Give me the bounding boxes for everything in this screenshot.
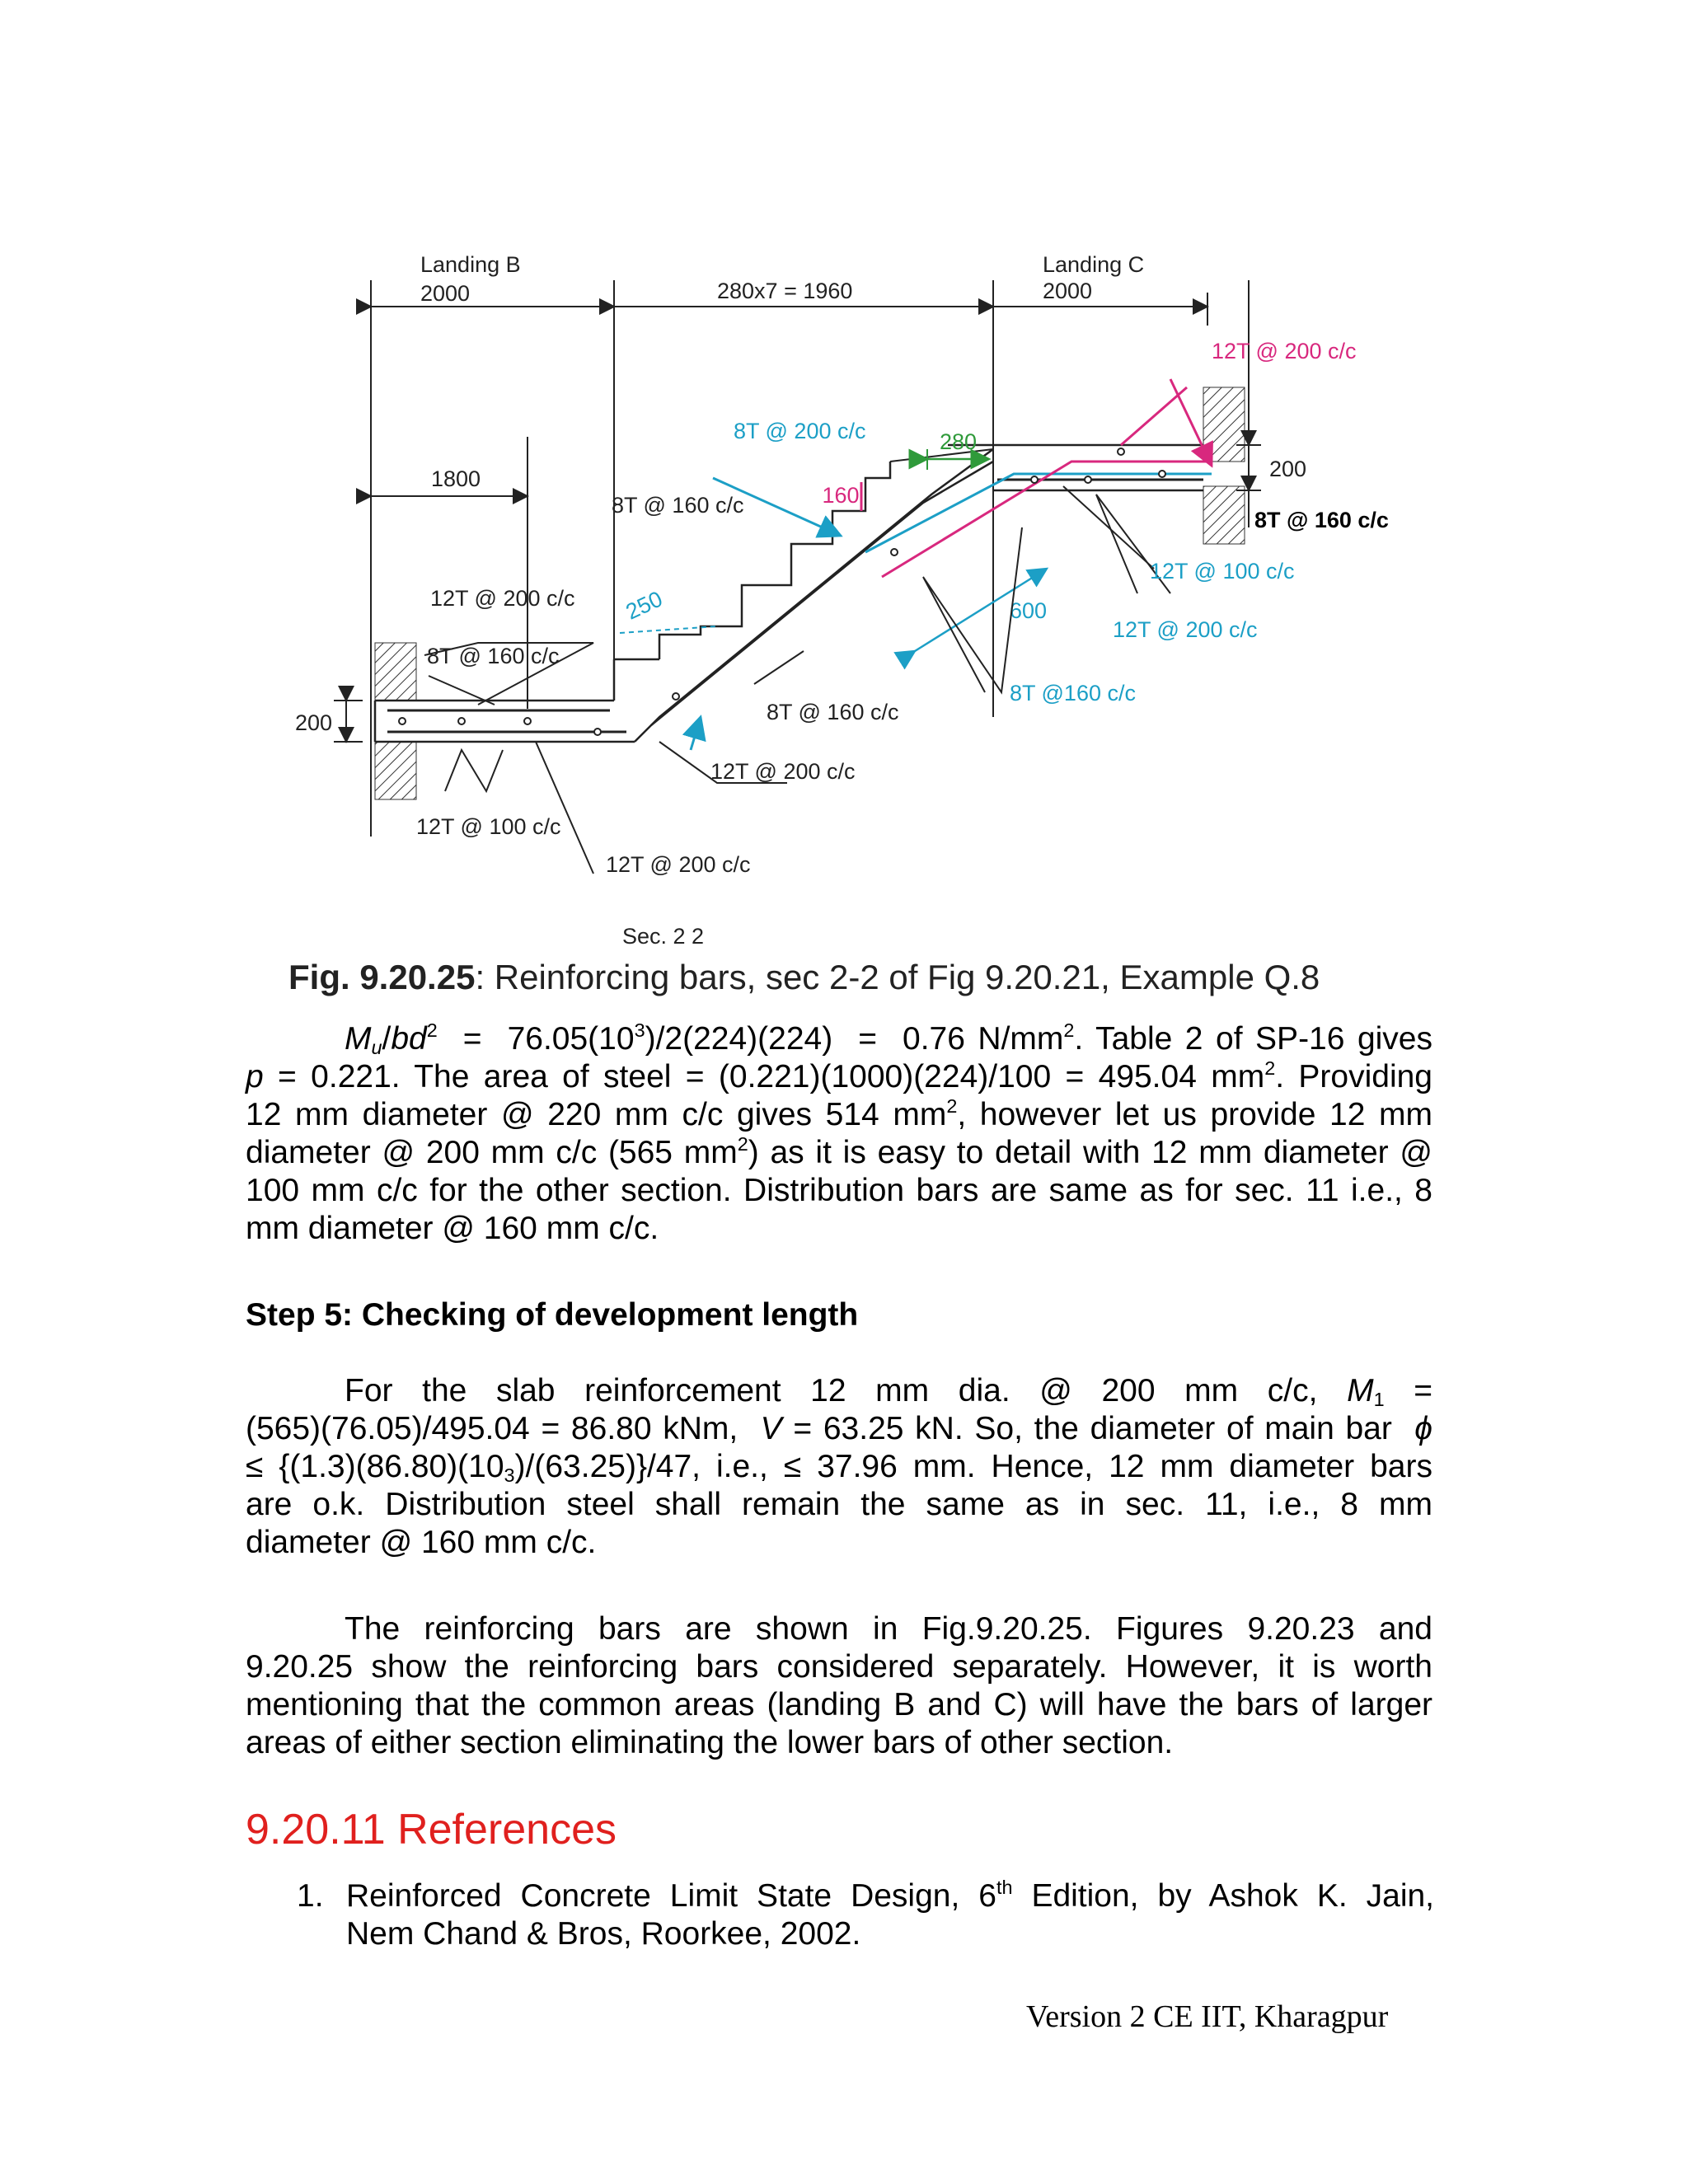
bar-8t160-left-label: 8T @ 160 c/c [427, 644, 560, 668]
reference-number: 1. [297, 1878, 324, 1914]
section-label: Sec. 2 2 [622, 924, 705, 949]
dim-160 [822, 482, 861, 511]
bar-12t200-right-label: 12T @ 200 c/c [1113, 617, 1258, 642]
bar-8t160-top-label: 8T @ 160 c/c [612, 493, 744, 518]
paragraph-steel-area: $M_u/bd^2 = 76.05(10^3)/2(224)(224) = 0.76$ $N/mm^2$. Table 2 of SP-16 gives p = 0.221. The area of steel = (0.221)(1000)(224)/100 = 495.04 $mm^2$. Providing 12 mm diameter @ 220 mm c/c gives 514 $mm^2$, however let us provide 12 mm diameter @ 200 mm c/c (565 $mm^2$) as it is easy to detail with 12 mm diameter @ 100 mm c/c for the other section. Distribution bars are same as for sec. 11 i.e., 8 mm diameter @ 160 mm c/c. [246, 1019, 1433, 1246]
paragraph-development-length: For the slab reinforcement 12 mm dia. @ 200 mm c/c, $M_1$ = (565)(76.05)/495.04 = 86.80 kNm, V = 63.25 kN. So, the diameter of main bar ϕ ≤ $\{(1.3)(86.80)(10_3)/(63.25)\}/47$, i.e., ≤ 37.96 mm. Hence, 12 mm diameter bars are o.k. Distribution steel shall remain the same as in sec. 11, i.e., 8 mm diameter @ 160 mm c/c. [246, 1373, 1432, 1560]
dim-200-left-label: 200 [295, 710, 333, 735]
landing-c-label: Landing C [1043, 252, 1145, 277]
step-5-heading: Step 5: Checking of development length [246, 1297, 859, 1333]
reference-line2: Nem Chand & Bros, Roorkee, 2002. [346, 1916, 861, 1952]
bar-8t160-mid-label: 8T @ 160 c/c [767, 700, 899, 724]
bar-12t100-left-label: 12T @ 100 c/c [416, 814, 561, 839]
bar-8t200-label: 8T @ 200 c/c [734, 419, 866, 443]
dim-280 [927, 429, 989, 470]
dim-160-label: 160 [822, 483, 860, 508]
references-heading: 9.20.11 References [246, 1806, 617, 1854]
dim-250-line [620, 626, 717, 633]
reference-line1-b: Edition, by Ashok K. Jain, [1012, 1878, 1435, 1914]
landing-c-length: 2000 [1043, 279, 1093, 303]
landing-b-label: Landing B [420, 252, 521, 277]
landing-b-length: 2000 [420, 281, 471, 306]
landing-c-slab [948, 445, 1203, 490]
dim-1800-label: 1800 [431, 466, 481, 491]
dim-600-label: 600 [1010, 598, 1048, 623]
bar-12t200-mid-label: 12T @ 200 c/c [710, 759, 856, 784]
landing-b-slab [375, 659, 659, 742]
dim-200-right-label: 200 [1269, 457, 1307, 481]
paragraph-bars-shown: The reinforcing bars are shown in Fig.9.20.25. Figures 9.20.23 and 9.20.25 show the reinforcing bars considered separately. However, it is worth mentioning that the common areas (landing B and C) will have the bars of larger areas of either section eliminating the lower bars of other section. [246, 1611, 1432, 1760]
figure-caption [288, 958, 1320, 997]
bar-12t200-bottom-label: 12T @ 200 c/c [606, 852, 751, 877]
flight-length: 280x7 = 1960 [717, 279, 853, 303]
page-footer: Version 2 CE IIT, Kharagpur [1026, 1999, 1389, 2034]
caption-text: : Reinforcing bars, sec 2-2 of Fig 9.20.21, Example Q.8 [475, 958, 1320, 996]
bar-12t200-right-top-label: 12T @ 200 c/c [1212, 339, 1357, 363]
top-dimension-lines [371, 280, 1249, 837]
left-wall [375, 643, 416, 799]
bar-8t160-rmid-label: 8T @160 c/c [1010, 681, 1136, 705]
bar-8t160-right-label: 8T @ 160 c/c [1254, 508, 1389, 532]
bar-12t100-right-label: 12T @ 100 c/c [1150, 559, 1295, 583]
caption-number: Fig. 9.20.25 [288, 958, 476, 996]
reference-line1-sup: th [996, 1876, 1013, 1898]
reference-line1-a: Reinforced Concrete Limit State Design, 6 [346, 1878, 996, 1914]
dim-250-label: 250 [621, 586, 667, 625]
dim-280-label: 280 [940, 429, 978, 454]
right-wall [1203, 387, 1245, 544]
bar-12t200-left-label: 12T @ 200 c/c [430, 586, 575, 611]
reinforcement-diagram [272, 239, 1442, 964]
dim-200-left [334, 701, 363, 742]
